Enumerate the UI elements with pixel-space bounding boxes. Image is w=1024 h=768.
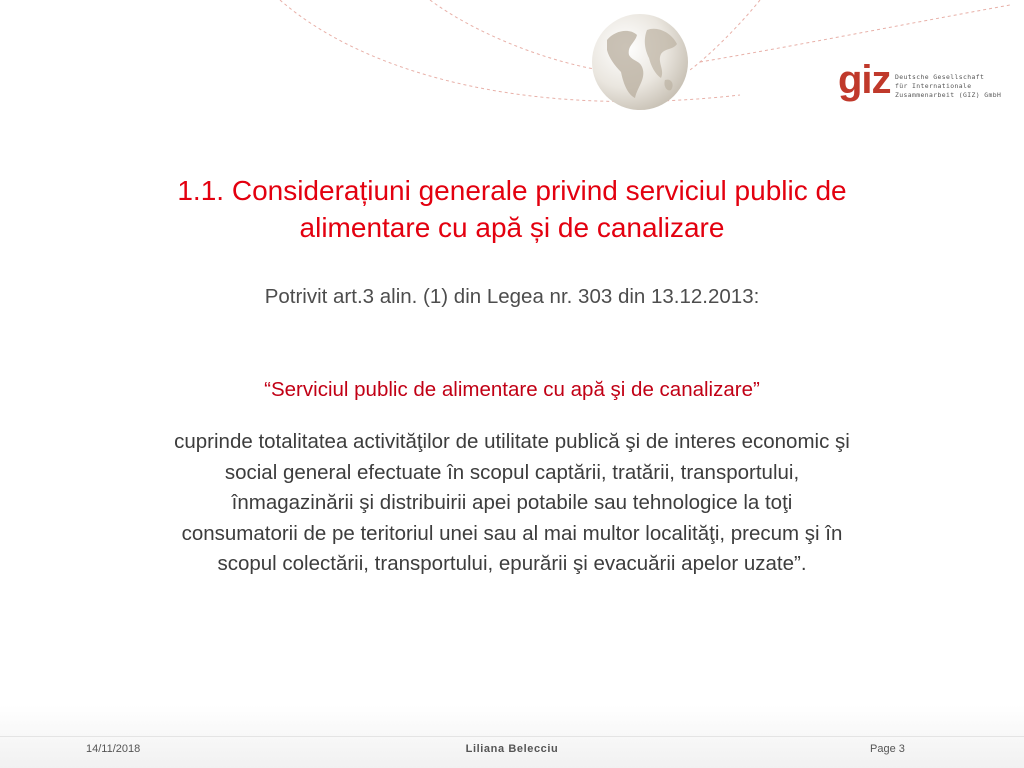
footer-page-number: Page 3: [870, 743, 905, 755]
footer-divider: [0, 736, 1024, 737]
logo-line: für Internationale: [895, 82, 972, 90]
body-line: consumatorii de pe teritoriul unei sau al mai multor localităţi, precum şi în: [181, 521, 843, 545]
definition-body: [62, 427, 962, 580]
logo-line: Deutsche Gesellschaft: [895, 73, 985, 81]
quoted-term: “Serviciul public de alimentare cu apă şi de canalizare”: [264, 378, 760, 401]
body-line: înmagazinării şi distribuirii apei potabile sau tehnologice la toţi: [231, 491, 793, 514]
logo-line: Zusammenarbeit (GIZ) GmbH: [895, 91, 1002, 99]
slide-title-line-1: 1.1. Considerațiuni generale privind serviciul public de: [177, 175, 847, 206]
giz-logo: [838, 58, 1008, 110]
footer-date: 14/11/2018: [86, 743, 141, 755]
legal-reference: Potrivit art.3 alin. (1) din Legea nr. 303 din 13.12.2013:: [264, 285, 760, 308]
giz-logo-mark: giz: [838, 58, 891, 102]
slide-title: [60, 172, 964, 246]
body-line: social general efectuate în scopul captării, tratării, transportului,: [224, 460, 800, 484]
slide-title-line-2: alimentare cu apă și de canalizare: [299, 212, 725, 243]
globe-icon: [585, 10, 695, 115]
body-line: cuprinde totalitatea activităţilor de utilitate publică şi de interes economic şi: [174, 430, 850, 453]
giz-logo-text: [895, 73, 1001, 100]
footer-author: Liliana Belecciu: [465, 743, 559, 755]
body-line: scopul colectării, transportului, epurării şi evacuării apelor uzate”.: [217, 552, 807, 575]
